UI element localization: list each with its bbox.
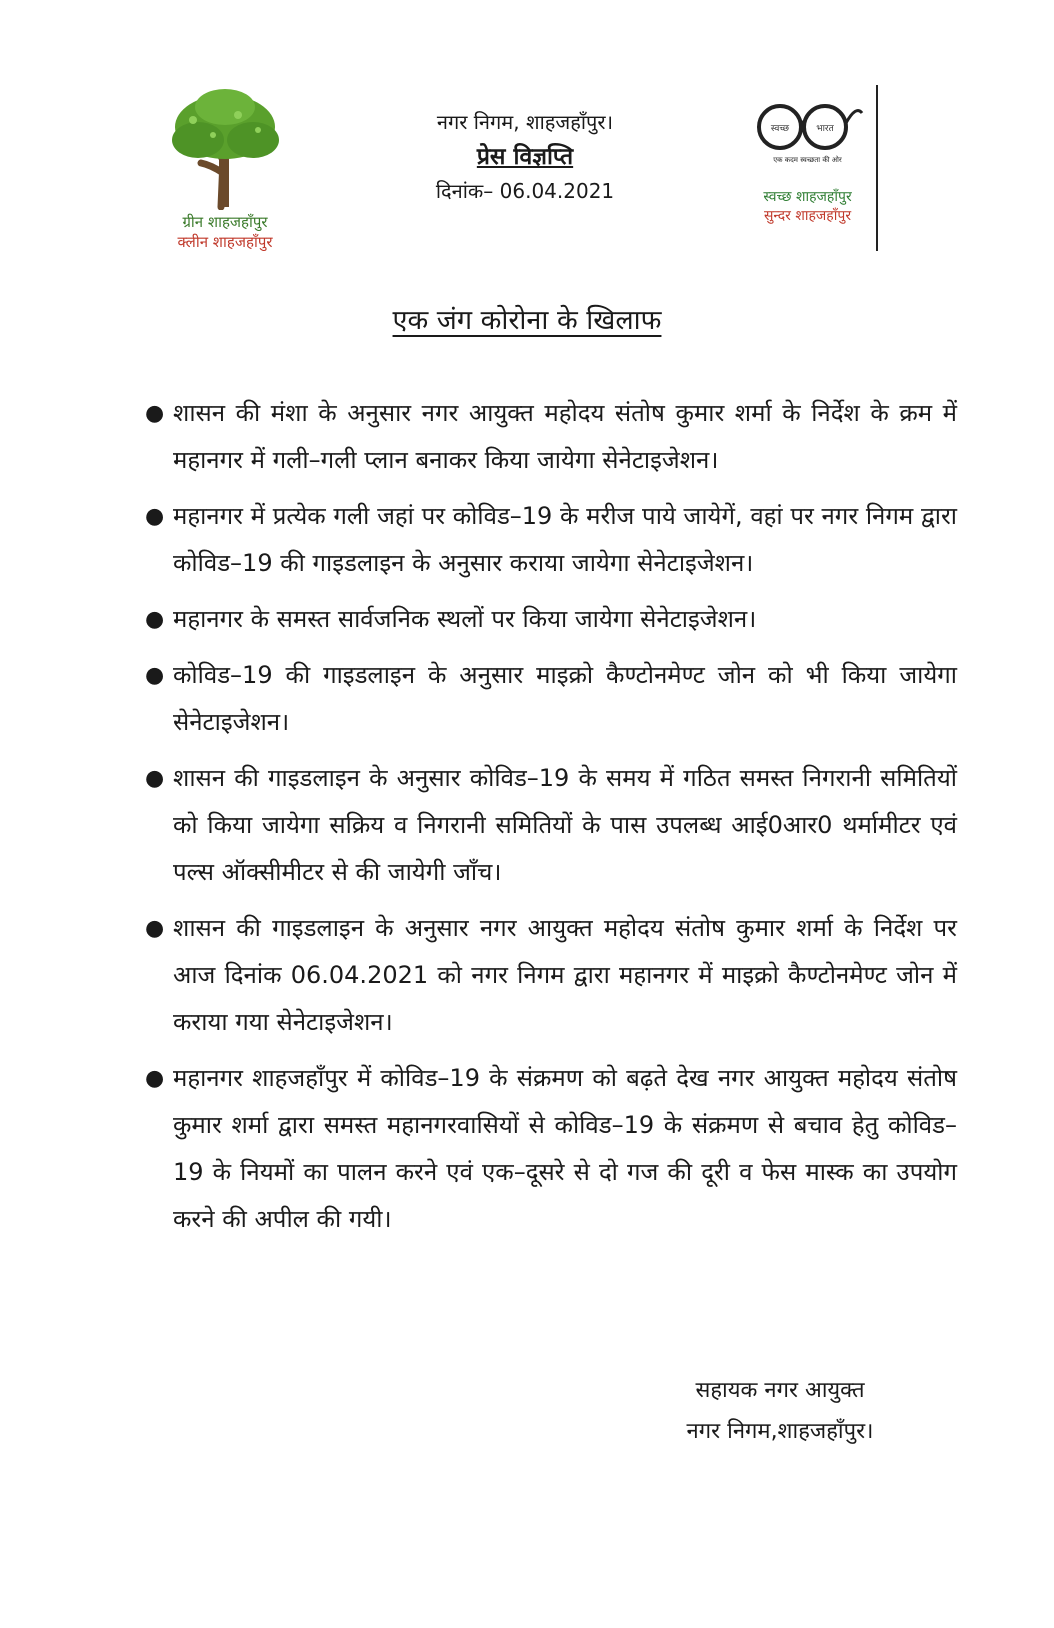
lens-left-text: स्वच्छ: [770, 124, 790, 134]
lens-right-text: भारत: [816, 124, 834, 134]
list-item-text: महानगर शाहजहाँपुर में कोविड–19 के संक्रमण को बढ़ते देख नगर आयुक्त महोदय संतोष कुमार शर्मा द्वारा समस्त महानगरवासियों से कोविड–19 के संक्रमण से बचाव हेतु कोविड–19 के नियमों का पालन करने एवं एक–दूसरे से दो गज की दूरी व फेस मास्क का उपयोग करने की अपील की गयी।: [173, 1064, 957, 1233]
right-logo-line2: सुन्दर शाहजहाँपुर: [763, 208, 852, 224]
list-item: [145, 493, 957, 587]
left-logo-line1: ग्रीन शाहजहाँपुर: [182, 213, 268, 231]
right-logo-line1: स्वच्छ शाहजहाँपुर: [763, 189, 852, 205]
bullet-icon: ●: [145, 504, 165, 529]
swachh-tagline: एक कदम स्वच्छता की ओर: [773, 156, 842, 164]
bullet-icon: ●: [145, 607, 165, 632]
list-item-text: महानगर में प्रत्येक गली जहां पर कोविड–19 के मरीज पाये जायेगें, वहां पर नगर निगम द्वारा कोविड–19 की गाइडलाइन के अनुसार कराया जायेगा सेनेटाइजेशन।: [173, 502, 957, 577]
bullet-icon: ●: [145, 663, 165, 688]
list-item-text: शासन की मंशा के अनुसार नगर आयुक्त महोदय संतोष कुमार शर्मा के निर्देश के क्रम में महानगर में गली–गली प्लान बनाकर किया जायेगा सेनेटाइजेशन।: [173, 399, 957, 474]
list-item: [145, 905, 957, 1046]
list-item-text: महानगर के समस्त सार्वजनिक स्थलों पर किया जायेगा सेनेटाइजेशन।: [173, 605, 757, 633]
list-item: [145, 390, 957, 484]
bullet-icon: ●: [145, 1066, 165, 1091]
list-item-text: शासन की गाइडलाइन के अनुसार कोविड–19 के समय में गठित समस्त निगरानी समितियों को किया जायेगा सक्रिय व निगरानी समितियों के पास उपलब्ध आई0आर0 थर्मामीटर एवं पल्स ऑक्सीमीटर से की जायेगी जाँच।: [173, 764, 957, 886]
signature-block: [650, 1370, 910, 1452]
main-heading: [0, 300, 1054, 337]
release-date: दिनांक– 06.04.2021: [435, 179, 615, 203]
tree-icon: [163, 85, 288, 210]
green-shahjahanpur-logo: [160, 85, 290, 255]
list-item: [145, 596, 957, 643]
gandhi-glasses-icon: [750, 95, 865, 150]
list-item-text: कोविड–19 की गाइडलाइन के अनुसार माइक्रो कैण्टोनमेण्ट जोन को भी किया जायेगा सेनेटाइजेशन।: [173, 661, 957, 736]
bullet-icon: ●: [145, 766, 165, 791]
organization-name: नगर निगम, शाहजहाँपुर।: [436, 110, 614, 134]
list-item: [145, 755, 957, 896]
bullet-list: [145, 390, 957, 1252]
bullet-icon: ●: [145, 916, 165, 941]
press-release-header: [380, 108, 670, 204]
list-item: [145, 1055, 957, 1243]
page-title: प्रेस विज्ञप्ति: [476, 144, 574, 170]
signatory-designation: सहायक नगर आयुक्त: [695, 1378, 865, 1403]
left-logo-line2: क्लीन शाहजहाँपुर: [177, 233, 273, 251]
main-heading-text: एक जंग कोरोना के खिलाफ: [392, 305, 662, 336]
list-item: [145, 652, 957, 746]
swachh-bharat-logo: [745, 95, 870, 255]
list-item-text: शासन की गाइडलाइन के अनुसार नगर आयुक्त महोदय संतोष कुमार शर्मा के निर्देश पर आज दिनांक 06.04.2021 को नगर निगम द्वारा महानगर में माइक्रो कैण्टोनमेण्ट जोन में कराया गया सेनेटाइजेशन।: [173, 914, 957, 1036]
signatory-office: नगर निगम,शाहजहाँपुर।: [686, 1419, 874, 1444]
header-divider: [876, 85, 878, 251]
bullet-icon: ●: [145, 401, 165, 426]
